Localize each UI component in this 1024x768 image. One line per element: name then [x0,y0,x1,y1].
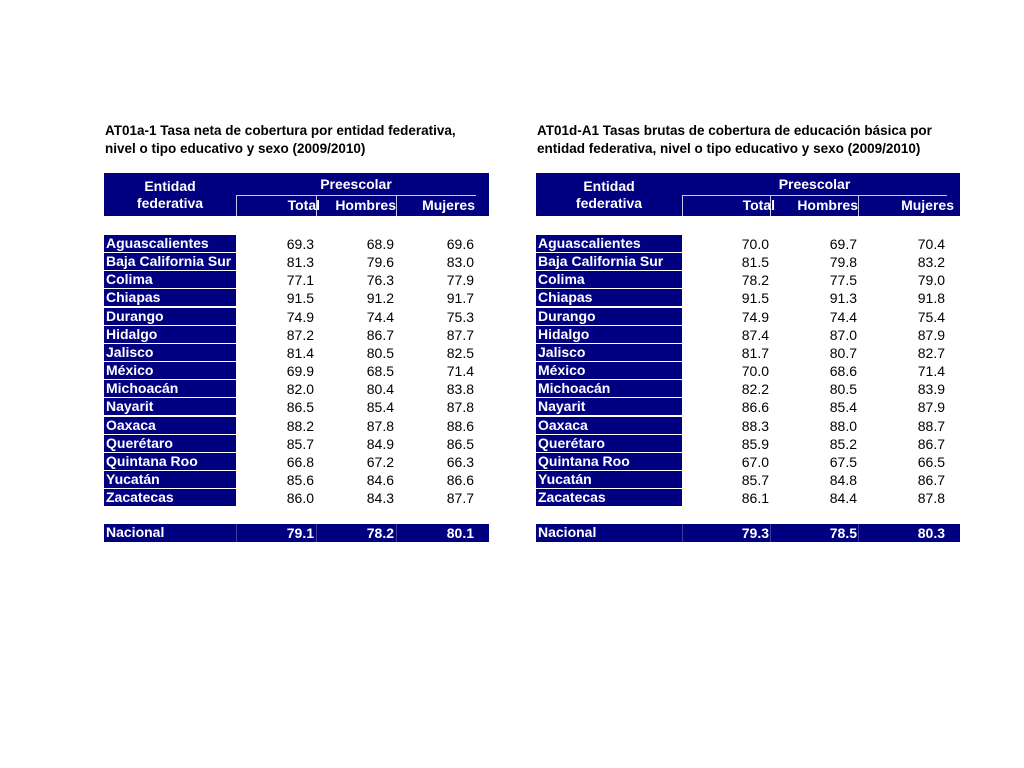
national-divider [682,524,683,542]
table1-title-line2: nivel o tipo educativo y sexo (2009/2010) [105,141,366,156]
table1-header-hombres: Hombres [335,197,396,213]
table-row [536,235,960,253]
row-hombres: 74.4 [829,309,857,325]
table-row [104,308,489,326]
row-total: 85.7 [286,436,314,452]
row-entidad: Yucatán [536,471,682,488]
row-mujeres: 87.9 [917,327,945,343]
row-hombres: 79.6 [366,254,394,270]
national-hombres: 78.2 [366,525,394,541]
row-hombres: 85.4 [366,399,394,415]
table-row [536,471,960,489]
row-total: 70.0 [741,236,769,252]
table-row [104,435,489,453]
row-total: 82.2 [741,381,769,397]
row-mujeres: 87.7 [446,327,474,343]
row-mujeres: 79.0 [917,272,945,288]
row-total: 82.0 [286,381,314,397]
row-hombres: 91.2 [366,290,394,306]
row-entidad: Baja California Sur [104,253,236,270]
row-total: 81.4 [286,345,314,361]
row-mujeres: 91.8 [917,290,945,306]
national-row [104,524,489,542]
row-mujeres: 71.4 [917,363,945,379]
row-entidad: Querétaro [104,435,236,452]
table-row [104,489,489,507]
row-total: 81.7 [741,345,769,361]
table-row [536,362,960,380]
row-mujeres: 88.7 [917,418,945,434]
table2-header-entidad-line2: federativa [575,194,643,211]
row-total: 74.9 [286,309,314,325]
national-mujeres: 80.3 [917,525,945,541]
row-hombres: 67.5 [829,454,857,470]
table-row [104,326,489,344]
row-mujeres: 91.7 [446,290,474,306]
row-total: 86.6 [741,399,769,415]
row-mujeres: 86.6 [446,472,474,488]
row-entidad: México [536,362,682,379]
national-divider [770,524,771,542]
table-row [536,398,960,416]
row-entidad: Colima [536,271,682,288]
national-divider [858,524,859,542]
table-row [536,308,960,326]
table2-header-entidad-line1: Entidad [583,177,635,194]
table1-header-entidad-line2: federativa [136,194,204,211]
row-entidad: Yucatán [104,471,236,488]
row-hombres: 87.0 [829,327,857,343]
national-total: 79.3 [741,525,769,541]
row-mujeres: 82.5 [446,345,474,361]
row-mujeres: 66.3 [446,454,474,470]
row-hombres: 84.3 [366,490,394,506]
row-hombres: 86.7 [366,327,394,343]
table-row [536,453,960,471]
table-row [536,417,960,435]
row-entidad: Hidalgo [104,326,236,343]
national-hombres: 78.5 [829,525,857,541]
row-total: 85.6 [286,472,314,488]
table-row [104,453,489,471]
row-hombres: 84.6 [366,472,394,488]
row-mujeres: 75.3 [446,309,474,325]
row-entidad: Nayarit [536,398,682,415]
table-row [536,435,960,453]
row-entidad: Zacatecas [104,489,236,506]
row-entidad: Chiapas [536,289,682,306]
table2-header-hombres: Hombres [797,197,858,213]
table-row [104,471,489,489]
row-hombres: 68.5 [366,363,394,379]
table-row [536,380,960,398]
row-total: 81.3 [286,254,314,270]
row-entidad: Durango [104,308,236,325]
row-entidad: México [104,362,236,379]
table2-header-mujeres: Mujeres [901,197,954,213]
row-hombres: 69.7 [829,236,857,252]
table1-header-entidad-line1: Entidad [144,177,196,194]
table1-title-line1: AT01a-1 Tasa neta de cobertura por entidad federativa, [105,123,456,138]
row-mujeres: 83.9 [917,381,945,397]
national-total: 79.1 [286,525,314,541]
table1-header-mujeres: Mujeres [422,197,475,213]
row-entidad: Oaxaca [104,417,236,434]
row-total: 91.5 [741,290,769,306]
row-entidad: Querétaro [536,435,682,452]
row-mujeres: 87.9 [917,399,945,415]
row-mujeres: 87.7 [446,490,474,506]
row-total: 86.0 [286,490,314,506]
row-total: 85.7 [741,472,769,488]
row-total: 74.9 [741,309,769,325]
table-row [536,489,960,507]
table-row [536,271,960,289]
table1-header-total: Total [287,197,320,213]
row-entidad: Oaxaca [536,417,682,434]
row-total: 87.4 [741,327,769,343]
table1-header-preescolar: Preescolar [236,173,476,196]
row-mujeres: 75.4 [917,309,945,325]
row-mujeres: 71.4 [446,363,474,379]
table2-title-line1: AT01d-A1 Tasas brutas de cobertura de educación básica por [537,123,932,138]
table-row [104,289,489,307]
row-mujeres: 83.8 [446,381,474,397]
row-hombres: 80.5 [829,381,857,397]
table-row [104,362,489,380]
row-hombres: 79.8 [829,254,857,270]
row-entidad: Aguascalientes [104,235,236,252]
row-mujeres: 70.4 [917,236,945,252]
row-hombres: 68.6 [829,363,857,379]
row-mujeres: 86.5 [446,436,474,452]
national-divider [396,524,397,542]
row-entidad: Jalisco [536,344,682,361]
row-hombres: 91.3 [829,290,857,306]
row-total: 87.2 [286,327,314,343]
table1-title [105,122,456,158]
row-hombres: 68.9 [366,236,394,252]
row-total: 88.2 [286,418,314,434]
row-total: 69.9 [286,363,314,379]
row-hombres: 84.8 [829,472,857,488]
row-hombres: 84.9 [366,436,394,452]
row-total: 86.1 [741,490,769,506]
row-mujeres: 86.7 [917,472,945,488]
row-mujeres: 77.9 [446,272,474,288]
table-row [104,417,489,435]
row-entidad: Colima [104,271,236,288]
national-divider [236,524,237,542]
row-entidad: Michoacán [536,380,682,397]
row-total: 78.2 [741,272,769,288]
row-mujeres: 87.8 [446,399,474,415]
row-entidad: Jalisco [104,344,236,361]
table2-header [536,173,960,216]
table-row [536,326,960,344]
row-hombres: 74.4 [366,309,394,325]
table-row [104,253,489,271]
row-hombres: 80.7 [829,345,857,361]
table2-title-line2: entidad federativa, nivel o tipo educativo y sexo (2009/2010) [537,141,921,156]
row-hombres: 88.0 [829,418,857,434]
row-entidad: Baja California Sur [536,253,682,270]
row-entidad: Michoacán [104,380,236,397]
table1-header [104,173,489,216]
table-row [536,344,960,362]
row-mujeres: 83.2 [917,254,945,270]
row-hombres: 85.2 [829,436,857,452]
row-mujeres: 82.7 [917,345,945,361]
row-total: 66.8 [286,454,314,470]
row-hombres: 76.3 [366,272,394,288]
row-total: 77.1 [286,272,314,288]
row-hombres: 80.4 [366,381,394,397]
row-total: 85.9 [741,436,769,452]
row-hombres: 84.4 [829,490,857,506]
row-total: 69.3 [286,236,314,252]
row-mujeres: 87.8 [917,490,945,506]
row-total: 91.5 [286,290,314,306]
table2-header-preescolar: Preescolar [682,173,947,196]
row-hombres: 67.2 [366,454,394,470]
row-entidad: Durango [536,308,682,325]
row-hombres: 87.8 [366,418,394,434]
row-entidad: Chiapas [104,289,236,306]
row-mujeres: 69.6 [446,236,474,252]
table-row [104,271,489,289]
table-row [536,289,960,307]
national-row [536,524,960,542]
table2-header-entidad [536,173,682,216]
table-row [104,398,489,416]
national-mujeres: 80.1 [446,525,474,541]
table1-header-entidad [104,173,236,216]
row-entidad: Quintana Roo [536,453,682,470]
national-label: Nacional [538,524,597,540]
row-total: 81.5 [741,254,769,270]
national-label: Nacional [106,524,165,540]
row-hombres: 80.5 [366,345,394,361]
row-total: 88.3 [741,418,769,434]
row-entidad: Hidalgo [536,326,682,343]
row-entidad: Zacatecas [536,489,682,506]
table2-header-total: Total [742,197,775,213]
table-row [104,235,489,253]
row-mujeres: 88.6 [446,418,474,434]
table-row [104,344,489,362]
table-row [536,253,960,271]
table-row [104,380,489,398]
row-mujeres: 86.7 [917,436,945,452]
row-entidad: Nayarit [104,398,236,415]
national-divider [316,524,317,542]
row-total: 67.0 [741,454,769,470]
row-total: 70.0 [741,363,769,379]
row-entidad: Quintana Roo [104,453,236,470]
row-mujeres: 83.0 [446,254,474,270]
table2-title [537,122,932,158]
row-hombres: 85.4 [829,399,857,415]
row-hombres: 77.5 [829,272,857,288]
row-total: 86.5 [286,399,314,415]
row-mujeres: 66.5 [917,454,945,470]
row-entidad: Aguascalientes [536,235,682,252]
